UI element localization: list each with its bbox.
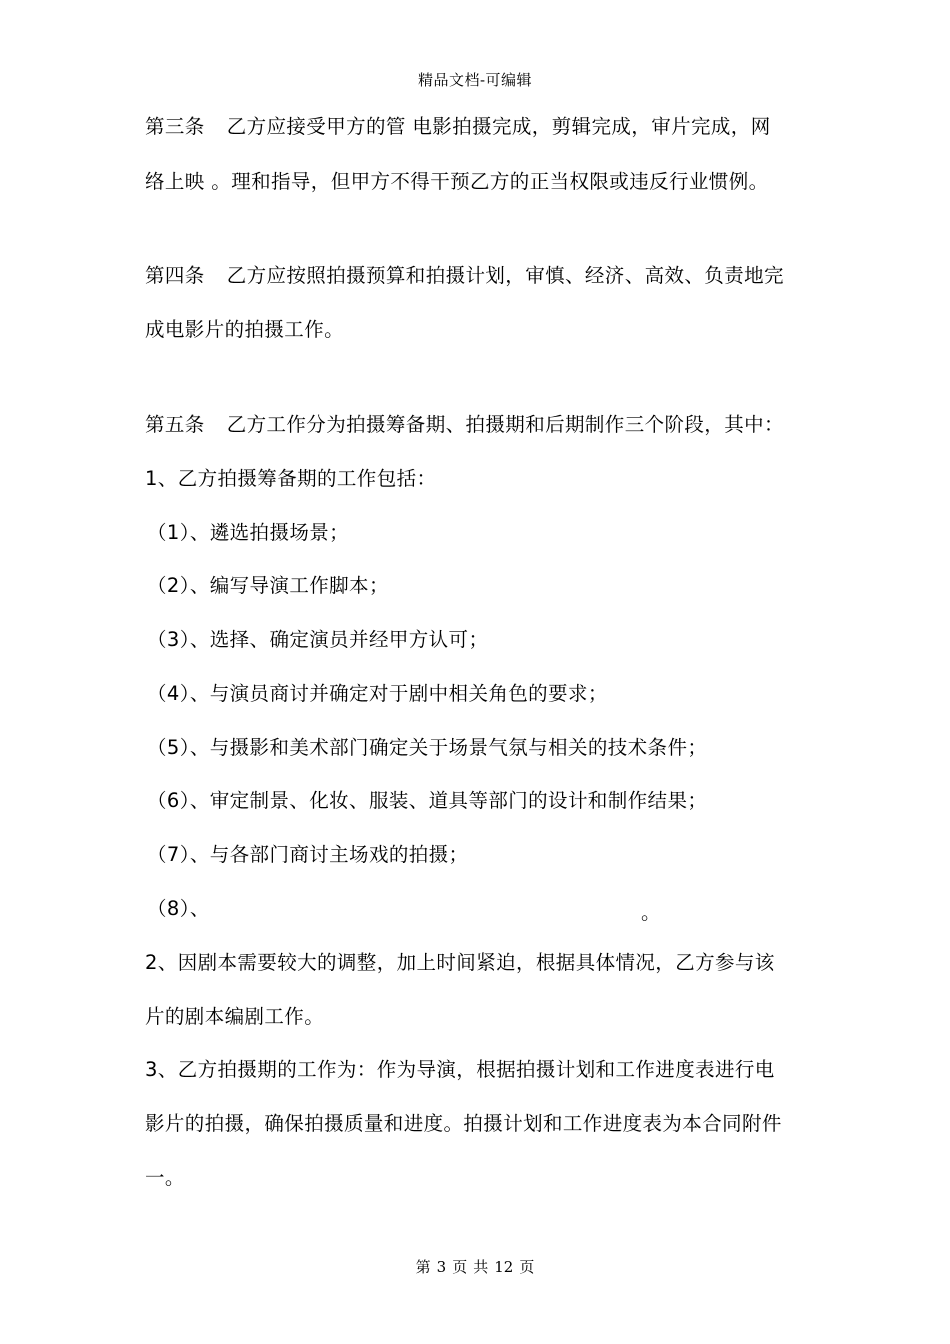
list-item-8-label: （8）、: [147, 897, 210, 920]
item1-title: 1、乙方拍摄筹备期的工作包括：: [145, 467, 437, 490]
article5-label: 第五条: [145, 413, 205, 436]
article3-text1: 乙方应接受甲方的管 电影拍摄完成，剪辑完成，审片完成，网: [226, 115, 771, 138]
item3-line2: 影片的拍摄，确保拍摄质量和进度。拍摄计划和工作进度表为本合同附件: [145, 1112, 782, 1135]
list-item: （4）、与演员商讨并确定对于剧中相关角色的要求；: [147, 682, 608, 705]
list-item-8-end: 。: [641, 901, 661, 924]
item3-line3: 一。: [145, 1166, 185, 1189]
item3-line1: 3、乙方拍摄期的工作为：作为导演，根据拍摄计划和工作进度表进行电: [145, 1058, 775, 1081]
page-footer: [0, 1256, 950, 1277]
article4-line2: 成电影片的拍摄工作。: [145, 318, 345, 341]
article5-text1: 乙方工作分为拍摄筹备期、拍摄期和后期制作三个阶段，其中：: [226, 413, 784, 436]
list-item: （7）、与各部门商讨主场戏的拍摄；: [147, 843, 469, 866]
list-item: （1）、遴选拍摄场景；: [147, 521, 350, 544]
footer-page-number: 3: [436, 1258, 447, 1276]
article4-line1: [145, 262, 784, 290]
footer-total-prefix: 共: [473, 1258, 489, 1276]
article3-line2: 络上映 。理和指导，但甲方不得干预乙方的正当权限或违反行业惯例。: [145, 170, 769, 193]
article3-line1: [145, 113, 771, 141]
footer-prefix: 第: [415, 1258, 431, 1276]
item2-line2: 片的剧本编剧工作。: [145, 1005, 325, 1028]
list-item: （2）、编写导演工作脚本；: [147, 574, 389, 597]
list-item: （3）、选择、确定演员并经甲方认可；: [147, 628, 489, 651]
footer-suffix: 页: [519, 1258, 535, 1276]
page-header: 精品文档-可编辑: [417, 71, 533, 89]
footer-page-unit: 页: [452, 1258, 468, 1276]
item2-line1: 2、因剧本需要较大的调整，加上时间紧迫，根据具体情况，乙方参与该: [145, 951, 775, 974]
list-item-8: [147, 895, 210, 923]
footer-total-pages: 12: [494, 1258, 514, 1276]
list-item: （5）、与摄影和美术部门确定关于场景气氛与相关的技术条件；: [147, 736, 708, 759]
list-item: （6）、审定制景、化妆、服装、道具等部门的设计和制作结果；: [147, 789, 708, 812]
article3-label: 第三条: [145, 115, 205, 138]
article4-text1: 乙方应按照拍摄预算和拍摄计划，审慎、经济、高效、负责地完: [226, 264, 784, 287]
article4-label: 第四条: [145, 264, 205, 287]
article5-line1: [145, 411, 784, 439]
